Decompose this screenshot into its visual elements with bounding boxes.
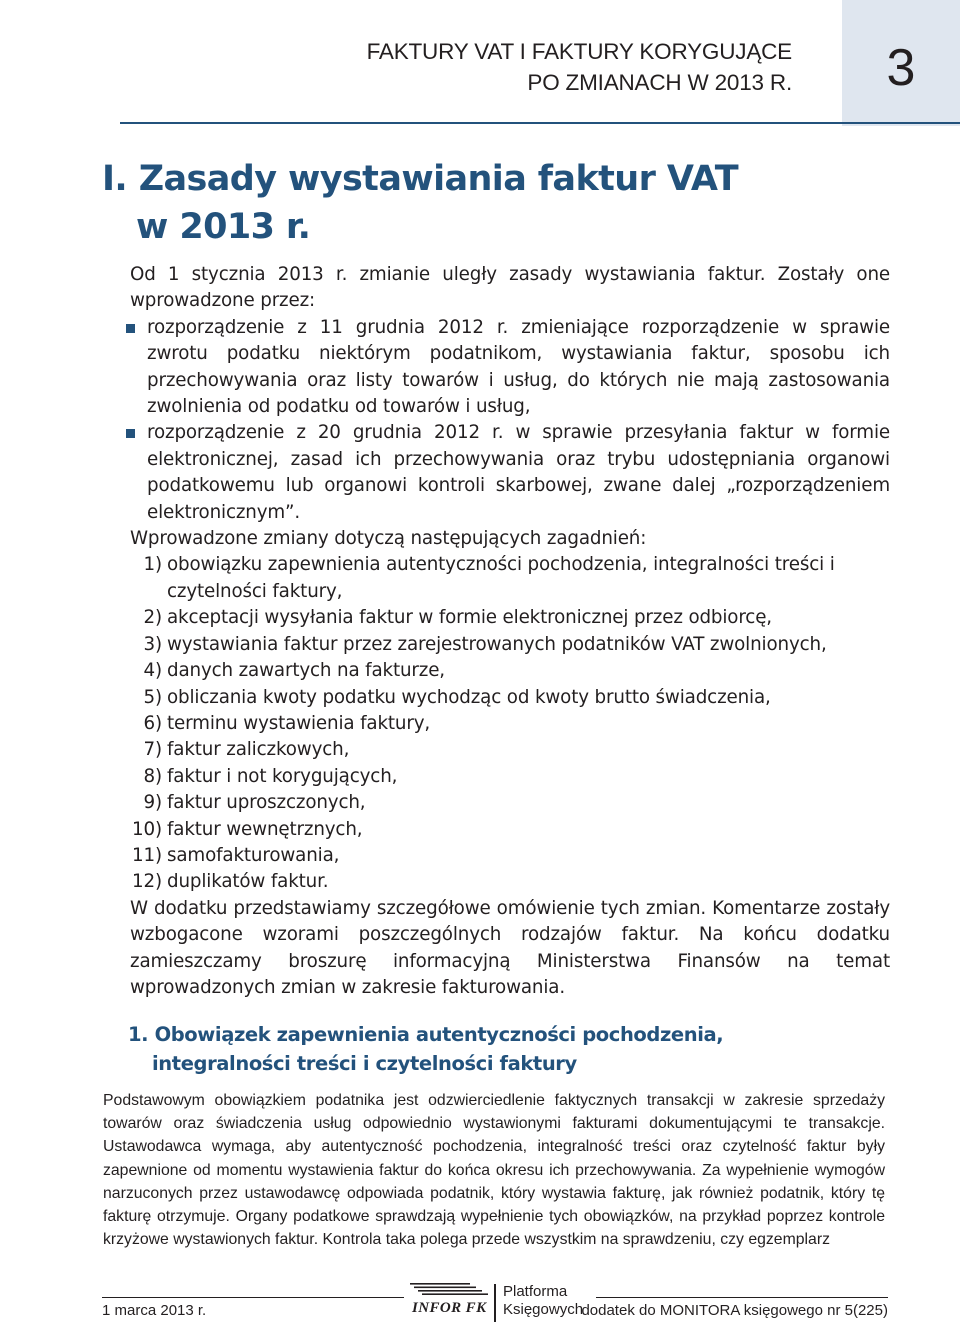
list-text: danych zawartych na fakturze, — [167, 660, 445, 682]
footer-date: 1 marca 2013 r. — [102, 1302, 207, 1319]
list-item — [130, 685, 890, 711]
list-number: 5) — [143, 686, 162, 708]
intro-body — [130, 262, 890, 1001]
list-item — [130, 658, 890, 684]
list-text: wystawiania faktur przez zarejestrowanych podatników VAT zwolnionych, — [167, 633, 827, 655]
list-text: akceptacji wysyłania faktur w formie elektronicznej przez odbiorcę, — [167, 607, 772, 629]
list-number: 11) — [132, 844, 162, 866]
list-item — [130, 737, 890, 763]
list-item — [130, 817, 890, 843]
bullet-item — [130, 420, 890, 526]
bullet-item — [130, 315, 890, 421]
list-item — [130, 790, 890, 816]
list-number: 6) — [143, 712, 162, 734]
changes-intro: Wprowadzone zmiany dotyczą następujących zagadnień: — [130, 528, 647, 550]
list-number: 7) — [143, 739, 162, 761]
list-text: faktur zaliczkowych, — [167, 739, 350, 761]
square-bullet-icon — [126, 429, 135, 438]
section-title — [128, 1020, 723, 1078]
section-body: Podstawowym obowiązkiem podatnika jest odzwierciedlenie faktycznych transakcji w zakresie sprzedaży towarów oraz świadczenia usług odpowiednio wystawionymi fakturami dokumentującymi te transakcje. Ustawodawca wymaga, aby autentyczność pochodzenia, integralność treści oraz czytelność faktur były zapewnione od momentu wystawienia faktur do końca okresu ich przechowywania. Za wypełnienie wymogów narzuconych przez ustawodawcę odpowiada podatnik, który wystawia fakturę, jak również podatnik, który tę fakturę otrzymuje. Organy podatkowe sprawdzają wypełnienie tych obowiązków, na przykład poprzez kontrole krzyżowe wystawionych faktur. Kontrola taka polega przede wszystkim na sprawdzeniu, czy egzemplarz — [103, 1092, 885, 1249]
list-item — [130, 632, 890, 658]
list-item — [130, 764, 890, 790]
list-text: duplikatów faktur. — [167, 871, 329, 893]
running-head-line2: PO ZMIANACH W 2013 R. — [527, 70, 792, 95]
logo-caption-line1: Platforma — [503, 1283, 568, 1300]
section-title-line2: integralności treści i czytelności faktury — [152, 1052, 577, 1075]
list-item — [130, 843, 890, 869]
list-number: 4) — [143, 660, 162, 682]
list-item — [130, 711, 890, 737]
list-text: faktur wewnętrznych, — [167, 818, 363, 840]
chapter-title — [102, 155, 738, 251]
logo-caption-line2: Księgowych — [503, 1301, 584, 1318]
bullet-text: rozporządzenie z 20 grudnia 2012 r. w sprawie przesyłania faktur w formie elektronicznej, zasad ich przechowywania oraz trybu udostępniania organowi podatkowemu lub organowi kontroli skarbowej, zwane dalej „rozporządzeniem elektronicznym”. — [147, 422, 890, 523]
list-number: 3) — [143, 633, 162, 655]
list-text: obliczania kwoty podatku wychodząc od kwoty brutto świadczenia, — [167, 686, 771, 708]
list-text: faktur uproszczonych, — [167, 792, 366, 814]
logo-separator — [494, 1284, 496, 1322]
square-bullet-icon — [126, 324, 135, 333]
infor-logo-stripes-icon — [410, 1281, 496, 1295]
list-number: 1) — [143, 554, 162, 576]
list-text: obowiązku zapewnienia autentyczności pochodzenia, integralności treści i czytelności faktury, — [167, 554, 835, 602]
running-head-line1: FAKTURY VAT I FAKTURY KORYGUJĄCE — [366, 39, 792, 64]
list-number: 2) — [143, 607, 162, 629]
summary-paragraph: W dodatku przedstawiamy szczegółowe omówienie tych zmian. Komentarze zostały wzbogacone wzorami poszczególnych rodzajów faktur. Na końcu dodatku zamieszczamy broszurę informacyjną Ministerstwa Finansów na temat wprowadzonych zmian w zakresie fakturowania. — [130, 897, 890, 998]
list-text: faktur i not korygujących, — [167, 765, 398, 787]
header-rule — [120, 122, 960, 124]
list-item — [130, 605, 890, 631]
list-number: 10) — [132, 818, 162, 840]
footer-rule-right — [596, 1297, 888, 1298]
logo-caption — [503, 1283, 583, 1319]
bullet-text: rozporządzenie z 11 grudnia 2012 r. zmieniające rozporządzenie w sprawie zwrotu podatku niektórym podatnikom, wystawiania faktur, sposobu ich przechowywania oraz listy towarów i usług, do których nie mają zastosowania zwolnienia od podatku od towarów i usług, — [147, 316, 890, 418]
section-title-line1: 1. Obowiązek zapewnienia autentyczności pochodzenia, — [128, 1023, 724, 1046]
list-number: 8) — [143, 765, 162, 787]
list-text: terminu wystawienia faktury, — [167, 712, 431, 734]
list-number: 9) — [143, 792, 162, 814]
intro-paragraph: Od 1 stycznia 2013 r. zmianie uległy zasady wystawiania faktur. Zostały one wprowadzone przez: — [130, 264, 890, 312]
footer-publication: dodatek do MONITORA księgowego nr 5(225) — [581, 1302, 888, 1319]
list-item — [130, 869, 890, 895]
page-number: 3 — [886, 39, 916, 97]
running-head — [367, 36, 792, 98]
chapter-title-line2: w 2013 r. — [136, 207, 311, 247]
list-text: samofakturowania, — [167, 844, 340, 866]
footer-rule-left — [102, 1297, 404, 1298]
list-number: 12) — [132, 871, 162, 893]
infor-fk-logo: INFOR FK — [412, 1300, 487, 1316]
changes-list — [130, 552, 890, 895]
list-item — [130, 552, 890, 605]
chapter-title-line1: I. Zasady wystawiania faktur VAT — [102, 159, 738, 199]
